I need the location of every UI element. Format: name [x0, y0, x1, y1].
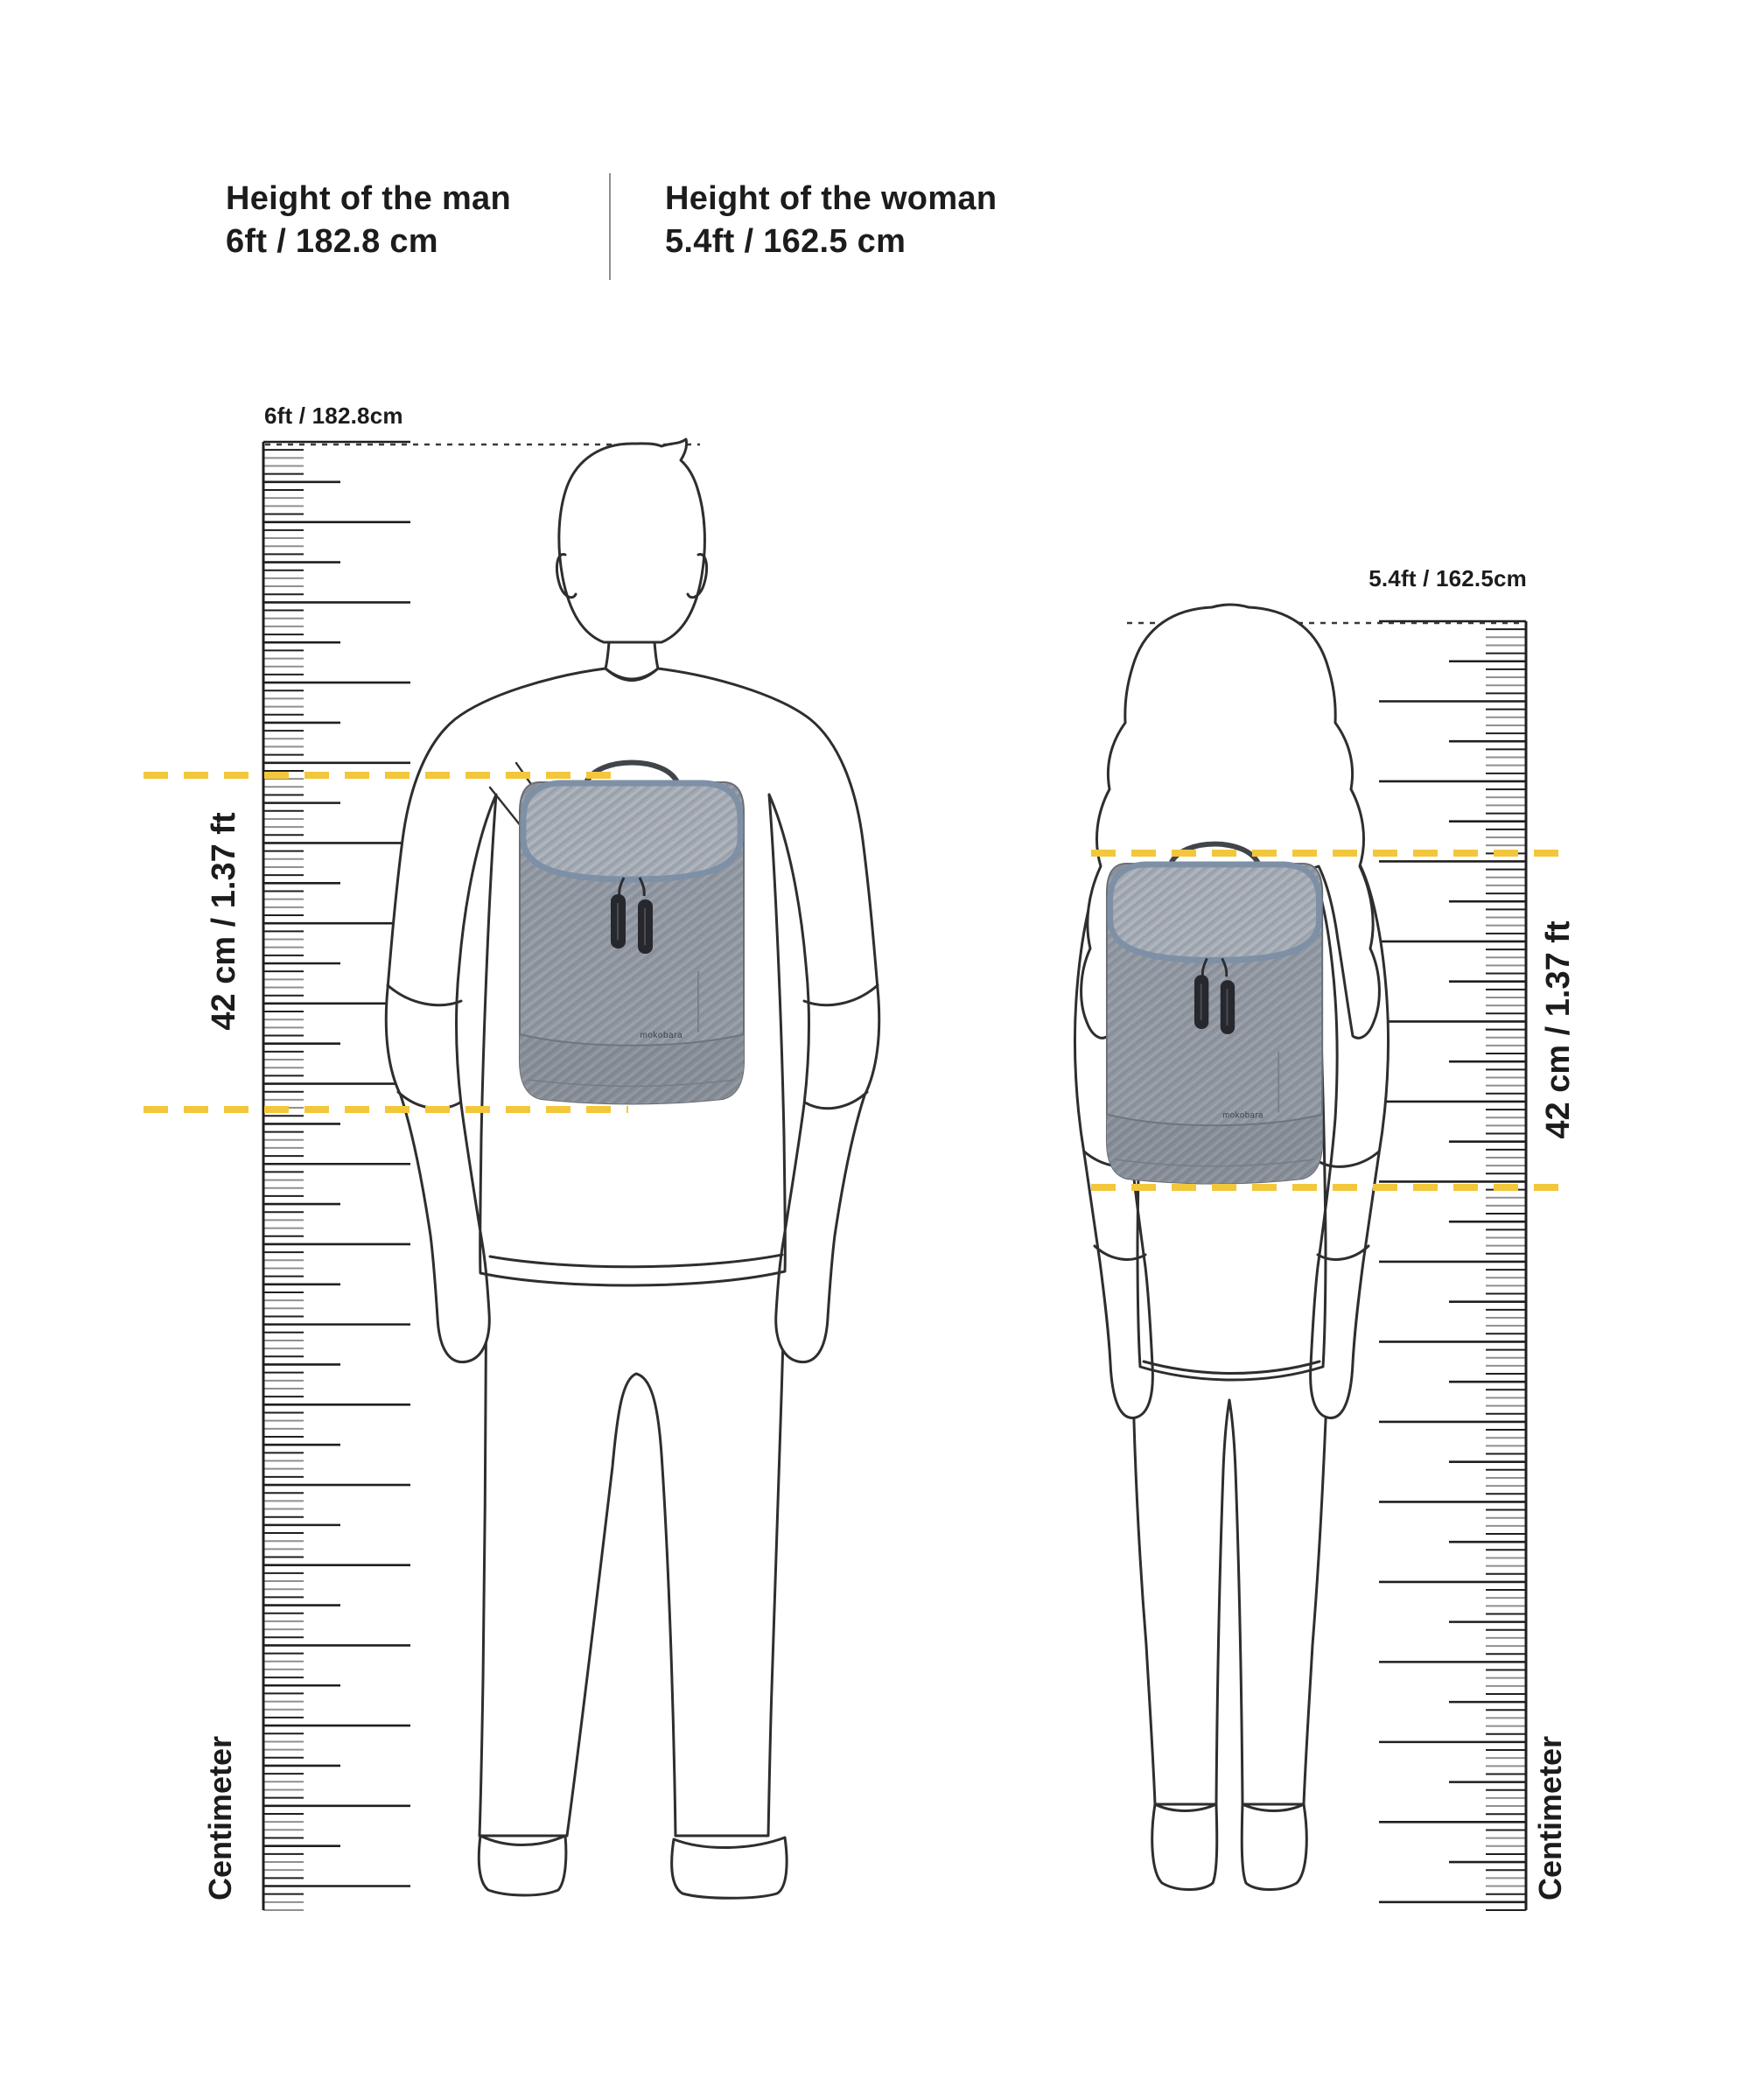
man-figure — [386, 439, 878, 1898]
man-height-label: 6ft / 182.8cm — [264, 402, 403, 429]
ruler-right-centimeter — [1379, 621, 1526, 1910]
ruler-right-unit-label: Centimeter — [1532, 1735, 1568, 1901]
woman-bag-size-label: 42 cm / 1.37 ft — [1539, 920, 1577, 1139]
ruler-left-unit-label: Centimeter — [202, 1735, 238, 1901]
header-man-title: Height of the man — [226, 180, 511, 217]
man-neck-right — [654, 642, 658, 668]
woman-pants — [1132, 1352, 1328, 1804]
man-pants — [480, 1251, 786, 1836]
ruler-left-centimeter — [263, 442, 410, 1910]
man-neck-left — [606, 642, 609, 668]
woman-height-label: 5.4ft / 162.5cm — [1368, 565, 1527, 592]
figure-diagram: mokobara — [0, 0, 1750, 2100]
backpack-on-woman — [1107, 844, 1322, 1184]
woman-shoe-left — [1152, 1804, 1217, 1890]
man-shoe-left — [479, 1836, 566, 1895]
header-woman-value: 5.4ft / 162.5 cm — [665, 223, 906, 260]
man-head — [559, 439, 705, 642]
man-shoe-right — [672, 1838, 787, 1898]
woman-shoe-right — [1242, 1804, 1306, 1890]
header-man-value: 6ft / 182.8 cm — [226, 223, 438, 260]
man-bag-size-label: 42 cm / 1.37 ft — [205, 812, 242, 1031]
backpack-on-man — [520, 763, 744, 1104]
header-woman-title: Height of the woman — [665, 180, 998, 217]
woman-figure — [1074, 605, 1388, 1890]
